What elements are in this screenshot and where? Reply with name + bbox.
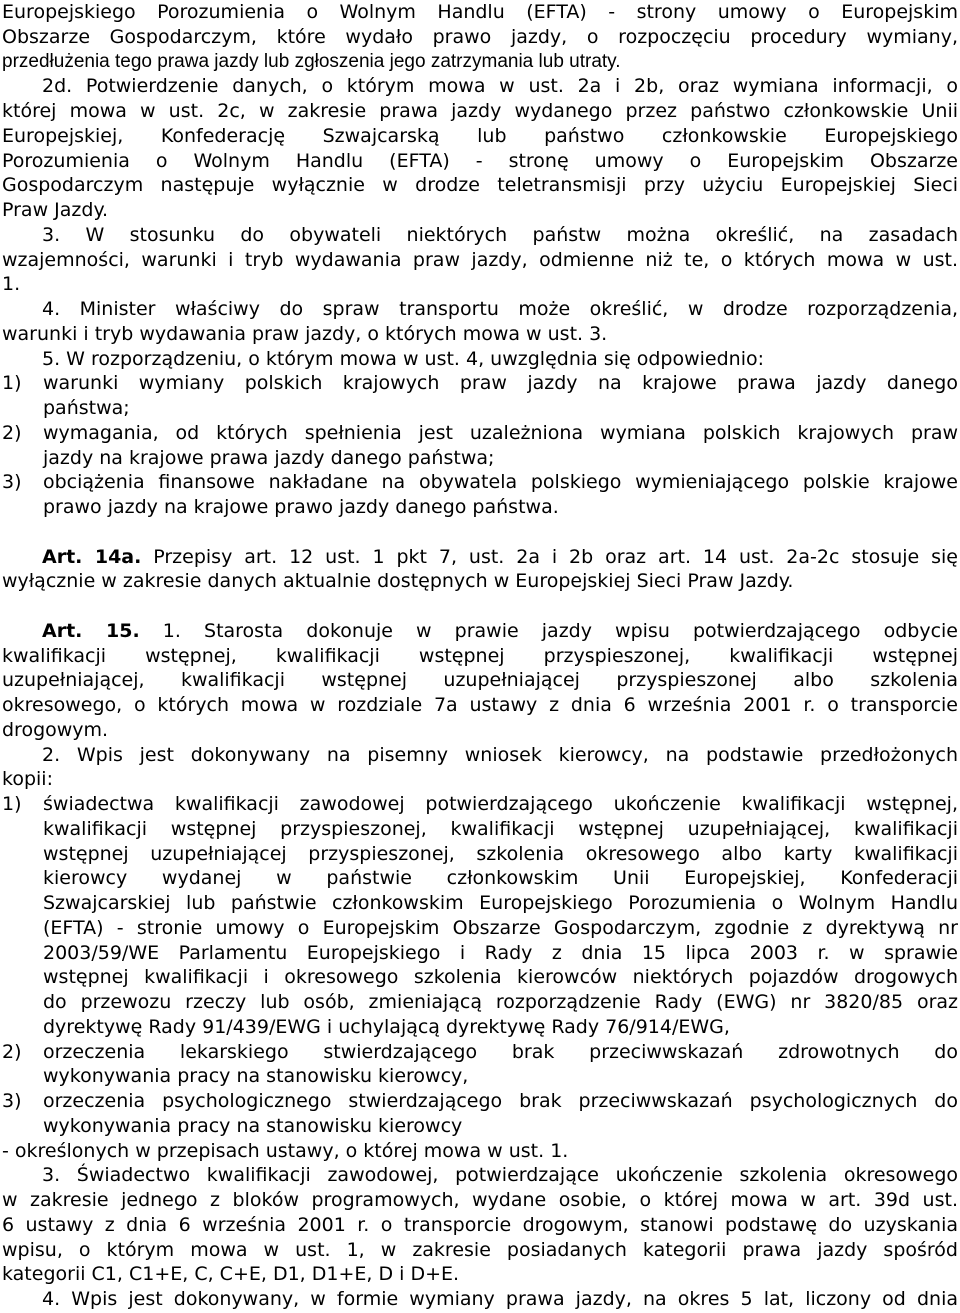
text-line: wstępnej uzupełniającej przyspieszonej, szkolenia okresowego albo karty kwalifikacji: [43, 842, 958, 865]
list-item-text: orzeczenia psychologicznego stwierdzającego brak przeciwwskazań psychologicznych do: [43, 1090, 958, 1112]
text-line: wykonywania pracy na stanowisku kierowcy,: [43, 1065, 469, 1088]
text-line: 2003/59/WE Parlamentu Europejskiego i Rady z dnia 15 lipca 2003 r. w sprawie: [43, 941, 958, 964]
text-line: w zakresie jednego z bloków programowych, wydane osobie, o której mowa w art. 39d ust.: [2, 1189, 958, 1211]
article-text: Przepisy art. 12 ust. 1 pkt 7, ust. 2a i 2b oraz art. 14 ust. 2a-2c stosuje się: [153, 545, 958, 568]
paragraph-4: 4. Wpis jest dokonywany, w formie wymiany prawa jazdy, na okres 5 lat, liczony od dnia: [42, 1288, 958, 1310]
text-line: kwalifikacji wstępnej przyspieszonej, kwalifikacji wstępnej uzupełniającej, kwalifikacji: [43, 817, 958, 840]
text-line: okresowego, o których mowa w rozdziale 7a ustawy z dnia 6 września 2001 r. o transporcie: [2, 694, 958, 716]
document-page: [2, 0, 958, 1312]
blank-line: [2, 520, 958, 545]
list-item: [2, 470, 958, 495]
paragraph-2d: 2d. Potwierdzenie danych, o którym mowa w ust. 2a i 2b, oraz wymiana informacji, o: [42, 75, 958, 98]
list-item: [2, 421, 958, 446]
text-line: do przewozu rzeczy lub osób, zmieniającą rozporządzenie Rady (EWG) nr 3820/85 oraz: [43, 991, 958, 1013]
list-number: 2): [2, 1040, 22, 1063]
text-line: kategorii C1, C1+E, C, C+E, D1, D1+E, D i D+E.: [2, 1263, 460, 1286]
text-line: - określonych w przepisach ustawy, o której mowa w ust. 1.: [2, 1139, 569, 1162]
text-line: przedłużenia tego prawa jazdy lub zgłoszenia jego zatrzymania lub utraty.: [2, 50, 621, 72]
text-line: wpisu, o którym mowa w ust. 1, w zakresie posiadanych kategorii prawa jazdy spośród: [2, 1238, 958, 1261]
text-line: wzajemności, warunki i tryb wydawania praw jazdy, odmienne niż te, o których mowa w ust.: [2, 248, 958, 271]
paragraph-3: 3. Świadectwo kwalifikacji zawodowej, potwierdzające ukończenie szkolenia okresowego: [42, 1164, 958, 1187]
list-number: 3): [2, 471, 22, 494]
text-line: uzupełniającej, kwalifikacji wstępnej uzupełniającej przyspieszonej albo szkolenia: [2, 669, 958, 692]
list-item-text: świadectwa kwalifikacji zawodowej potwierdzającego ukończenie kwalifikacji wstępnej,: [43, 793, 958, 815]
text-line: kopii:: [2, 768, 53, 791]
text-line: 6 ustawy z dnia 6 września 2001 r. o transporcie drogowym, stanowi podstawę do uzyskania: [2, 1213, 958, 1236]
list-item-text: wymagania, od których spełnienia jest uzależniona wymiana polskich krajowych praw: [43, 421, 958, 444]
article-15: [2, 619, 958, 644]
text-line: wstępnej kwalifikacji i okresowego szkolenia kierowców niektórych pojazdów drogowych: [43, 966, 958, 989]
list-item: [2, 1089, 958, 1114]
text-line: której mowa w ust. 2c, w zakresie prawa jazdy wydanego przez państwo członkowskie Unii: [2, 100, 958, 122]
list-number: 3): [2, 1090, 22, 1112]
text-line: (EFTA) - stronie umowy o Europejskim Obszarze Gospodarczym, zgodnie z dyrektywą nr: [43, 916, 958, 939]
paragraph-5: 5. W rozporządzeniu, o którym mowa w ust. 4, uwzględnia się odpowiednio:: [42, 347, 765, 370]
list-number: 1): [2, 372, 22, 395]
text-line: dyrektywę Rady 91/439/EWG i uchylającą dyrektywę Rady 76/914/EWG,: [43, 1015, 730, 1038]
article-heading: Art. 15.: [42, 619, 140, 642]
text-line: prawo jazdy na krajowe prawo jazdy danego państwa.: [43, 496, 559, 518]
list-number: 1): [2, 793, 22, 815]
paragraph-3: 3. W stosunku do obywateli niektórych państw można określić, na zasadach: [42, 223, 958, 246]
blank-line: [2, 594, 958, 619]
text-line: kwalifikacji wstępnej, kwalifikacji wstępnej przyspieszonej, kwalifikacji wstępnej: [2, 644, 958, 667]
text-line: wyłącznie w zakresie danych aktualnie dostępnych w Europejskiej Sieci Praw Jazdy.: [2, 570, 794, 593]
text-line: drogowym.: [2, 718, 109, 741]
text-line: 1.: [2, 273, 21, 296]
list-number: 2): [2, 421, 22, 444]
list-item: [2, 792, 958, 817]
list-item: [2, 1040, 958, 1065]
list-item-text: warunki wymiany polskich krajowych praw jazdy na krajowe prawa jazdy danego: [43, 372, 958, 395]
text-line: kierowcy wydanej w państwie członkowskim Unii Europejskiej, Konfederacji: [43, 867, 958, 890]
paragraph-4: 4. Minister właściwy do spraw transportu może określić, w drodze rozporządzenia,: [42, 298, 958, 320]
text-line: warunki i tryb wydawania praw jazdy, o których mowa w ust. 3.: [2, 322, 608, 345]
text-line: wykonywania pracy na stanowisku kierowcy: [43, 1114, 463, 1137]
text-line: Europejskiej, Konfederację Szwajcarską lub państwo członkowskie Europejskiego: [2, 124, 958, 147]
list-item-text: orzeczenia lekarskiego stwierdzającego brak przeciwwskazań zdrowotnych do: [43, 1040, 958, 1063]
text-line: jazdy na krajowe prawa jazdy danego państwa;: [43, 446, 495, 469]
article-heading: Art. 14a.: [42, 545, 142, 568]
text-line: Obszarze Gospodarczym, które wydało prawo jazdy, o rozpoczęciu procedury wymiany,: [2, 25, 958, 48]
text-line: państwa;: [43, 397, 130, 419]
paragraph-2: 2. Wpis jest dokonywany na pisemny wniosek kierowcy, na podstawie przedłożonych: [42, 743, 958, 766]
article-text: 1. Starosta dokonuje w prawie jazdy wpisu potwierdzającego odbycie: [162, 619, 958, 642]
text-line: Gospodarczym następuje wyłącznie w drodze teletransmisji przy użyciu Europejskiej Sieci: [2, 174, 958, 197]
text-line: Praw Jazdy.: [2, 199, 109, 221]
article-14a: [2, 545, 958, 570]
list-item: [2, 371, 958, 396]
text-line: Porozumienia o Wolnym Handlu (EFTA) - stronę umowy o Europejskim Obszarze: [2, 149, 958, 172]
text-line: Szwajcarskiej lub państwie członkowskim Europejskiego Porozumienia o Wolnym Handlu: [43, 892, 958, 914]
text-line: Europejskiego Porozumienia o Wolnym Handlu (EFTA) - strony umowy o Europejskim: [2, 1, 958, 23]
list-item-text: obciążenia finansowe nakładane na obywatela polskiego wymieniającego polskie krajowe: [43, 471, 958, 494]
